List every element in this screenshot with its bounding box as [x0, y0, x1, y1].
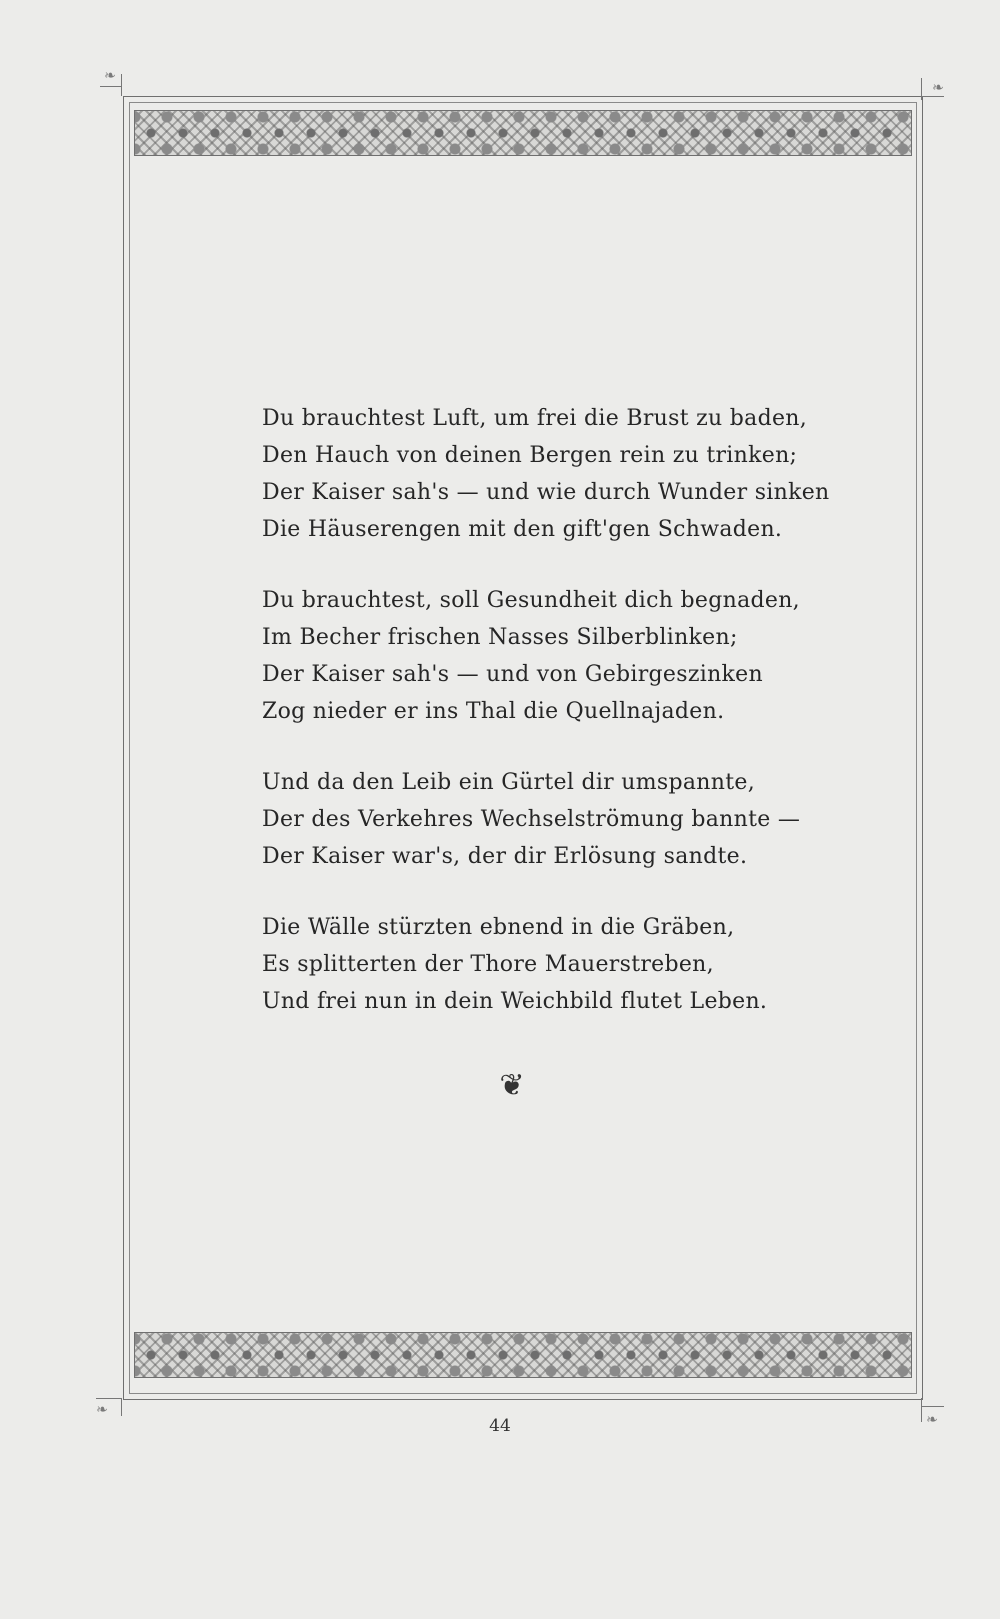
ornamental-band-bottom — [134, 1332, 912, 1378]
corner-tick — [921, 78, 922, 100]
corner-flourish-icon: ❧ — [926, 1412, 938, 1428]
corner-tick — [922, 1406, 944, 1407]
corner-tick — [921, 1398, 922, 1422]
corner-flourish-icon: ❧ — [932, 80, 944, 96]
stanza — [262, 764, 801, 875]
verse-line: Der Kaiser sah's — und von Gebirgeszinken — [262, 662, 763, 687]
verse-line: Die Häuserengen mit den gift'gen Schwaden. — [262, 517, 783, 542]
verse-line: Und da den Leib ein Gürtel dir umspannte, — [262, 770, 755, 795]
verse-line: Der Kaiser sah's — und wie durch Wunder sinken — [262, 480, 830, 505]
verse-line: Und frei nun in dein Weichbild flutet Leben. — [262, 989, 768, 1014]
corner-tick — [96, 1398, 122, 1399]
poem — [262, 400, 830, 1054]
corner-flourish-icon: ❧ — [96, 1402, 108, 1418]
verse-line: Im Becher frischen Nasses Silberblinken; — [262, 625, 738, 650]
verse-line: Zog nieder er ins Thal die Quellnajaden. — [262, 699, 725, 724]
corner-flourish-icon: ❧ — [104, 68, 116, 84]
stanza — [262, 909, 782, 1020]
verse-line: Den Hauch von deinen Bergen rein zu trinken; — [262, 443, 798, 468]
verse-line: Die Wälle stürzten ebnend in die Gräben, — [262, 915, 735, 940]
corner-tick — [121, 1398, 122, 1416]
verse-line: Es splitterten der Thore Mauerstreben, — [262, 952, 714, 977]
corner-tick — [922, 96, 944, 97]
corner-tick — [121, 74, 122, 96]
verse-line: Der Kaiser war's, der dir Erlösung sandte. — [262, 844, 748, 869]
ornamental-band-top — [134, 110, 912, 156]
stanza — [262, 582, 800, 730]
page-number: 44 — [489, 1416, 511, 1436]
fleuron-icon: ❦ — [499, 1068, 525, 1103]
verse-line: Der des Verkehres Wechselströmung bannte — — [262, 807, 801, 832]
stanza — [262, 400, 830, 548]
verse-line: Du brauchtest Luft, um frei die Brust zu baden, — [262, 406, 808, 431]
verse-line: Du brauchtest, soll Gesundheit dich begnaden, — [262, 588, 800, 613]
corner-tick — [100, 86, 122, 87]
